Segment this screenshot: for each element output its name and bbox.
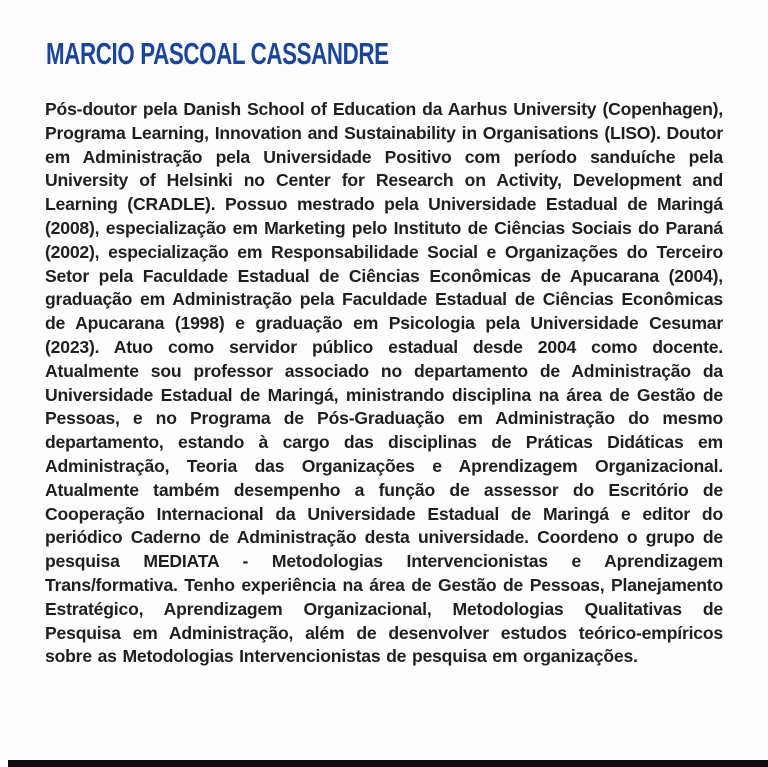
bottom-divider (8, 760, 768, 767)
bio-paragraph: Pós-doutor pela Danish School of Education da Aarhus University (Copenhagen), Programa Learning, Innovation and Sustainability in Organisations (LISO). Doutor em Administração pela Universidade Positivo com período sanduíche pela University of Helsinki no Center for Research on Activity, Development and Learning (CRADLE). Possuo mestrado pela Universidade Estadual de Maringá (2008), especialização em Marketing pelo Instituto de Ciências Sociais do Paraná (2002), especialização em Responsabilidade Social e Organizações do Terceiro Setor pela Faculdade Estadual de Ciências Econômicas de Apucarana (2004), graduação em Administração pela Faculdade Estadual de Ciências Econômicas de Apucarana (1998) e graduação em Psicologia pela Universidade Cesumar (2023). Atuo como servidor público estadual desde 2004 como docente. Atualmente sou professor associado no departamento de Administração da Universidade Estadual de Maringá, ministrando disciplina na área de Gestão de Pessoas, e no Programa de Pós-Graduação em Administração do mesmo departamento, estando à cargo das disciplinas de Práticas Didáticas em Administração, Teoria das Organizações e Aprendizagem Organizacional. Atualmente também desempenho a função de assessor do Escritório de Cooperação Internacional da Universidade Estadual de Maringá e editor do periódico Caderno de Administração desta universidade. Coordeno o grupo de pesquisa MEDIATA - Metodologias Intervencionistas e Aprendizagem Trans/formativa. Tenho experiência na área de Gestão de Pessoas, Planejamento Estratégico, Aprendizagem Organizacional, Metodologias Qualitativas de Pesquisa em Administração, além de desenvolver estudos teórico-empíricos sobre as Metodologias Intervencionistas de pesquisa em organizações. (45, 99, 723, 667)
page-title: MARCIO PASCOAL CASSANDRE (46, 36, 389, 71)
